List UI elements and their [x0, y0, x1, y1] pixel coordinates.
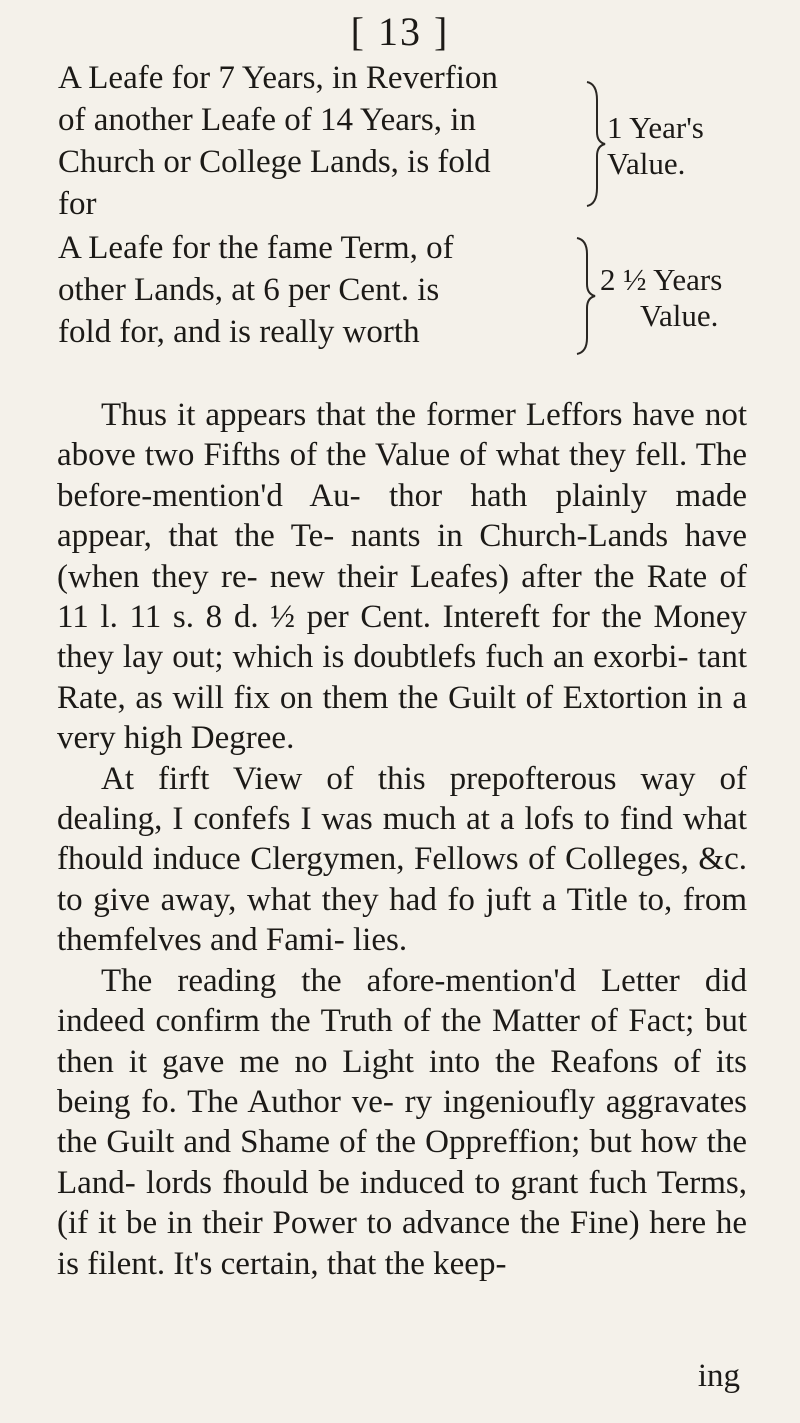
entry-2-value-line-1: 2 ½ Years [600, 262, 723, 297]
entry-2-line-2: other Lands, at 6 per Cent. is [58, 272, 440, 308]
entry-1-line-1: A Leafe for 7 Years, in Reverfion [58, 60, 498, 96]
entry-1-line-3: Church or College Lands, is fold [58, 144, 491, 180]
entry-2-line-3: fold for, and is really worth [58, 314, 420, 350]
paragraph-2: At firft View of this prepofterous way of dealing, I confefs I was much at a lofs to find what fhould induce Clergymen, Fellows of Colleges, &c. to give away, what they had fo juft a Title to, from themfelves and Fami- lies. [57, 760, 747, 959]
entry-1-value-line-1: 1 Year's [607, 110, 704, 145]
catchword: ing [697, 1358, 740, 1394]
entry-2-value-line-2: Value. [640, 298, 719, 333]
body-text [57, 395, 747, 1284]
entry-1-value-line-2: Value. [607, 146, 686, 181]
entry-2-line-1: A Leafe for the fame Term, of [58, 230, 454, 266]
entry-1-line-2: of another Leafe of 14 Years, in [58, 102, 476, 138]
entry-2-brace [573, 236, 597, 356]
page-number-header: [ 13 ] [350, 9, 450, 54]
paragraph-1: Thus it appears that the former Leffors have not above two Fifths of the Value of what they fell. The before-mention'd Au- thor hath plainly made appear, that the Te- nants in Church-Lands have (when they re- new their Leafes) after the Rate of 11 l. 11 s. 8 d. ½ per Cent. Intereft for the Money they lay out; which is doubtlefs fuch an exorbi- tant Rate, as will fix on them the Guilt of Extortion in a very high Degree. [57, 397, 747, 757]
entry-1-brace [583, 80, 607, 208]
entry-1-line-4: for [58, 186, 97, 222]
paragraph-3: The reading the afore-mention'd Letter did indeed confirm the Truth of the Matter of Fact; but then it gave me no Light into the Reafons of its being fo. The Author ve- ry ingenioufly aggravates the Guilt and Shame of the Oppreffion; but how the Land- lords fhould be induced to grant fuch Terms, (if it be in their Power to advance the Fine) here he is filent. It's certain, that the keep- [57, 962, 747, 1282]
